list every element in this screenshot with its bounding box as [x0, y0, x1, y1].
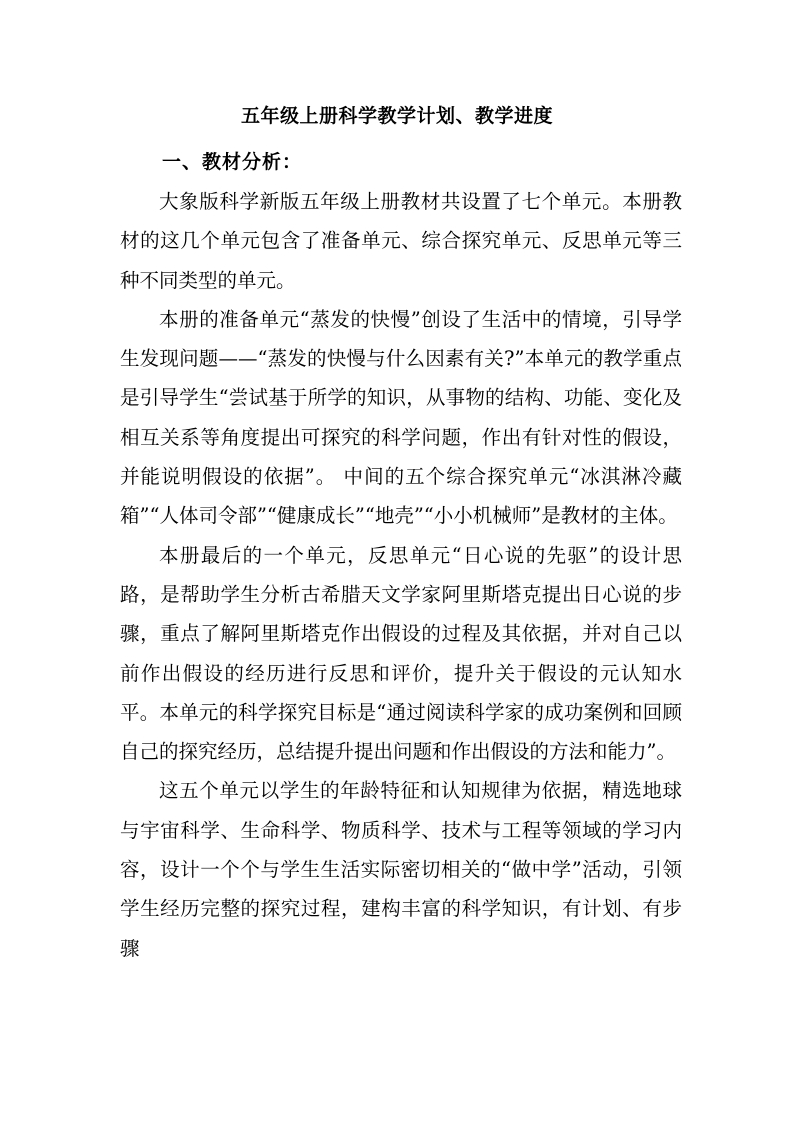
section-heading: 一、教材分析： — [162, 151, 303, 173]
paragraph: 本册的准备单元“蒸发的快慢”创设了生活中的情境，引导学生发现问题——“蒸发的快慢与什么因素有关?”本单元的教学重点是引导学生“尝试基于所学的知识，从事物的结构、功能、变化及相互关系等角度提出可探究的科学问题，作出有针对性的假设，并能说明假设的依据”。 中间的五个综合探究单元“冰淇淋冷藏箱”“人体司令部”“健康成长”“地壳”“小小机械师”是教材的主体。 — [120, 307, 682, 528]
paragraph: 本册最后的一个单元，反思单元“日心说的先驱”的设计思路，是帮助学生分析古希腊天文学家阿里斯塔克提出日心说的步骤，重点了解阿里斯塔克作出假设的过程及其依据，并对自己以前作出假设的经历进行反思和评价，提升关于假设的元认知水平。本单元的科学探究目标是“通过阅读科学家的成功案例和回顾自己的探究经历，总结提升提出问题和作出假设的方法和能力”。 — [120, 543, 682, 764]
document-body — [120, 182, 682, 968]
paragraph: 大象版科学新版五年级上册教材共设置了七个单元。本册教材的这几个单元包含了准备单元、综合探究单元、反思单元等三种不同类型的单元。 — [120, 190, 682, 292]
paragraph: 这五个单元以学生的年龄特征和认知规律为依据，精选地球与宇宙科学、生命科学、物质科学、技术与工程等领域的学习内容，设计一个个与学生生活实际密切相关的“做中学”活动，引领学生经历完整的探究过程，建构丰富的科学知识，有计划、有步骤 — [120, 779, 682, 960]
document-title: 五年级上册科学教学计划、教学进度 — [240, 105, 553, 127]
